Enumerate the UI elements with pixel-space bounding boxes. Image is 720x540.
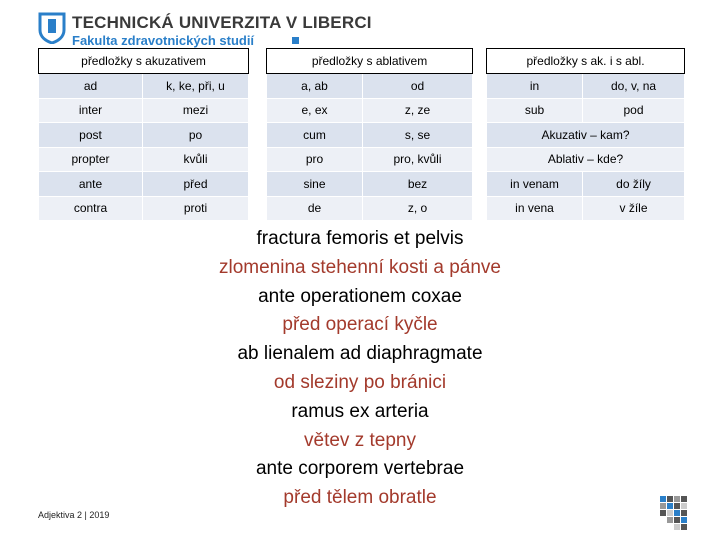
table-cell: z, o: [363, 196, 473, 221]
table-cell: cum: [267, 123, 363, 148]
czech-translation: zlomenina stehenní kosti a pánve: [218, 256, 501, 278]
table-cell: k, ke, při, u: [143, 74, 249, 99]
table-cell: s, se: [363, 123, 473, 148]
table-cell: pro: [267, 147, 363, 172]
table-cell: z, ze: [363, 98, 473, 123]
table-cell: in vena: [487, 196, 583, 221]
table-row: [39, 147, 685, 172]
table-cell: inter: [39, 98, 143, 123]
table-cell-note: Ablativ – kde?: [487, 147, 685, 172]
prepositions-table: [38, 48, 685, 221]
table-cell: de: [267, 196, 363, 221]
header-accusative: předložky s akuzativem: [39, 49, 249, 74]
table-cell: od: [363, 74, 473, 99]
pixel-logo-icon: [660, 494, 688, 530]
table-cell: ad: [39, 74, 143, 99]
table-cell: a, ab: [267, 74, 363, 99]
slide-footer: Adjektiva 2 | 2019: [38, 510, 110, 520]
table-cell: do žíly: [583, 172, 685, 197]
table-row: [39, 123, 685, 148]
table-cell: contra: [39, 196, 143, 221]
table-cell: do, v, na: [583, 74, 685, 99]
czech-translation: před operací kyčle: [282, 314, 438, 336]
table-cell: mezi: [143, 98, 249, 123]
table-cell: proti: [143, 196, 249, 221]
czech-translation: větev z tepny: [304, 429, 416, 451]
table-cell: před: [143, 172, 249, 197]
table-row: [39, 98, 685, 123]
latin-phrase: ramus ex arteria: [291, 400, 429, 422]
table-cell: propter: [39, 147, 143, 172]
table-row: [39, 172, 685, 197]
university-logo-icon: [38, 12, 66, 44]
header-both: předložky s ak. i s abl.: [487, 49, 685, 74]
table-cell: kvůli: [143, 147, 249, 172]
table-cell: ante: [39, 172, 143, 197]
university-name: TECHNICKÁ UNIVERZITA V LIBERCI: [72, 13, 372, 32]
table-cell: e, ex: [267, 98, 363, 123]
czech-translation: od sleziny po bránici: [273, 371, 447, 393]
table-row: [39, 196, 685, 221]
table-cell-note: Akuzativ – kam?: [487, 123, 685, 148]
faculty-square-icon: [292, 37, 299, 44]
czech-translation: před tělem obratle: [283, 487, 437, 509]
latin-phrase: fractura femoris et pelvis: [256, 228, 464, 249]
faculty-name: Fakulta zdravotnických studií: [72, 33, 255, 48]
latin-phrase: ante corporem vertebrae: [255, 458, 465, 480]
table-cell: po: [143, 123, 249, 148]
table-row: [39, 74, 685, 99]
table-cell: pro, kvůli: [363, 147, 473, 172]
table-cell: bez: [363, 172, 473, 197]
examples-list: [150, 225, 570, 513]
table-header-row: [39, 49, 685, 74]
table-cell: in venam: [487, 172, 583, 197]
latin-phrase: ab lienalem ad diaphragmate: [237, 343, 483, 365]
header-ablative: předložky s ablativem: [267, 49, 473, 74]
table-cell: post: [39, 123, 143, 148]
table-cell: sine: [267, 172, 363, 197]
table-cell: in: [487, 74, 583, 99]
table-cell: v žíle: [583, 196, 685, 221]
latin-phrase: ante operationem coxae: [258, 285, 462, 307]
table-cell: sub: [487, 98, 583, 123]
table-cell: pod: [583, 98, 685, 123]
